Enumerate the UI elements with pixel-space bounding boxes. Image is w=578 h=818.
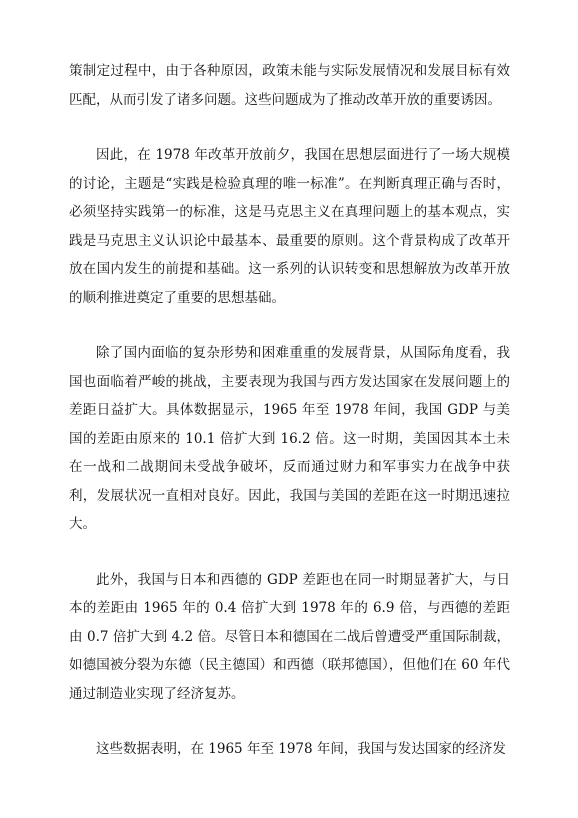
paragraph-international-challenges: 除了国内面临的复杂形势和困难重重的发展背景，从国际角度看，我国也面临着严峻的挑战，主要表现为我国与西方发达国家在发展问题上的差距日益扩大。具体数据显示，1965 年至 1978 年间，我国 GDP 与美国的差距由原来的 10.1 倍扩大到 16.2 倍。这一时期，美国因其本土未在一战和二战期间未受战争破坏，反而通过财力和军事实力在战争中获利，发展状况一直相对良好。因此，我国与美国的差距在这一时期迅速拉大。	[69, 345, 510, 532]
paragraph-japan-west-germany: 此外，我国与日本和西德的 GDP 差距也在同一时期显著扩大，与日本的差距由 1965 年的 0.4 倍扩大到 1978 年的 6.9 倍，与西德的差距由 0.7 倍扩大到 4.2 倍。尽管日本和德国在二战后曾遭受严重国际制裁，如德国被分裂为东德（民主德国）和西德（联邦德国），但他们在 60 年代通过制造业实现了经济复苏。	[69, 571, 510, 702]
paragraph-data-summary: 这些数据表明，在 1965 年至 1978 年间，我国与发达国家的经济发	[96, 741, 506, 757]
paragraph-continuation: 策制定过程中，由于各种原因，政策未能与实际发展情况和发展目标有效匹配，从而引发了诸多问题。这些问题成为了推动改革开放的重要诱因。	[69, 63, 510, 108]
paragraph-ideological-background: 因此，在 1978 年改革开放前夕，我国在思想层面进行了一场大规模的讨论，主题是“实践是检验真理的唯一标准”。在判断真理正确与否时，必须坚持实践第一的标准，这是马克思主义在真理问题上的基本观点，实践是马克思主义认识论中最基本、最重要的原则。这个背景构成了改革开放在国内发生的前提和基础。这一系列的认识转变和思想解放为改革开放的顺利推进奠定了重要的思想基础。	[69, 147, 510, 306]
